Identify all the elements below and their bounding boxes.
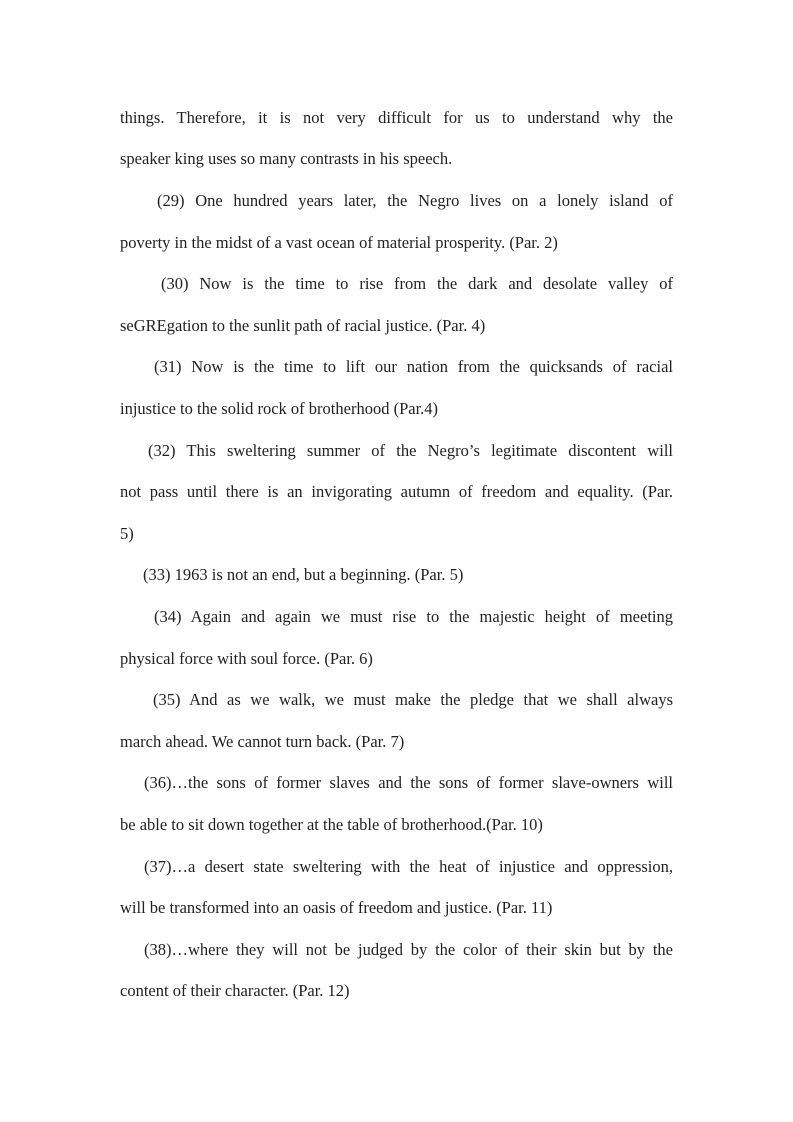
example-36-line: be able to sit down together at the table of brotherhood.(Par. 10) — [120, 815, 543, 834]
example-37-line: will be transformed into an oasis of freedom and justice. (Par. 11) — [120, 898, 553, 917]
example-32-line: (32) This sweltering summer of the Negro’s legitimate discontent will — [148, 441, 673, 460]
example-29-line: poverty in the midst of a vast ocean of material prosperity. (Par. 2) — [120, 233, 558, 252]
example-31-line: (31) Now is the time to lift our nation from the quicksands of racial — [154, 357, 673, 376]
example-35-line: (35) And as we walk, we must make the pledge that we shall always — [153, 690, 673, 709]
example-38-line: (38)…where they will not be judged by the color of their skin but by the — [144, 940, 673, 959]
paragraph-line: speaker king uses so many contrasts in his speech. — [120, 149, 453, 168]
example-36-line: (36)…the sons of former slaves and the sons of former slave-owners will — [144, 773, 673, 792]
example-31-line: injustice to the solid rock of brotherhood (Par.4) — [120, 399, 439, 418]
example-30-line: (30) Now is the time to rise from the dark and desolate valley of — [161, 274, 673, 293]
example-35-line: march ahead. We cannot turn back. (Par. 7) — [120, 732, 405, 751]
example-32-line: not pass until there is an invigorating autumn of freedom and equality. (Par. — [120, 482, 673, 501]
example-34-line: physical force with soul force. (Par. 6) — [120, 649, 373, 668]
example-34-line: (34) Again and again we must rise to the majestic height of meeting — [154, 607, 673, 626]
example-37-line: (37)…a desert state sweltering with the heat of injustice and oppression, — [144, 857, 673, 876]
example-38-line: content of their character. (Par. 12) — [120, 981, 350, 1000]
example-30-line: seGREgation to the sunlit path of racial justice. (Par. 4) — [120, 316, 486, 335]
example-33-line: (33) 1963 is not an end, but a beginning. (Par. 5) — [143, 565, 464, 584]
paragraph-line: things. Therefore, it is not very difficult for us to understand why the — [120, 108, 673, 127]
example-32-line: 5) — [120, 524, 134, 543]
example-29-line: (29) One hundred years later, the Negro lives on a lonely island of — [157, 191, 673, 210]
